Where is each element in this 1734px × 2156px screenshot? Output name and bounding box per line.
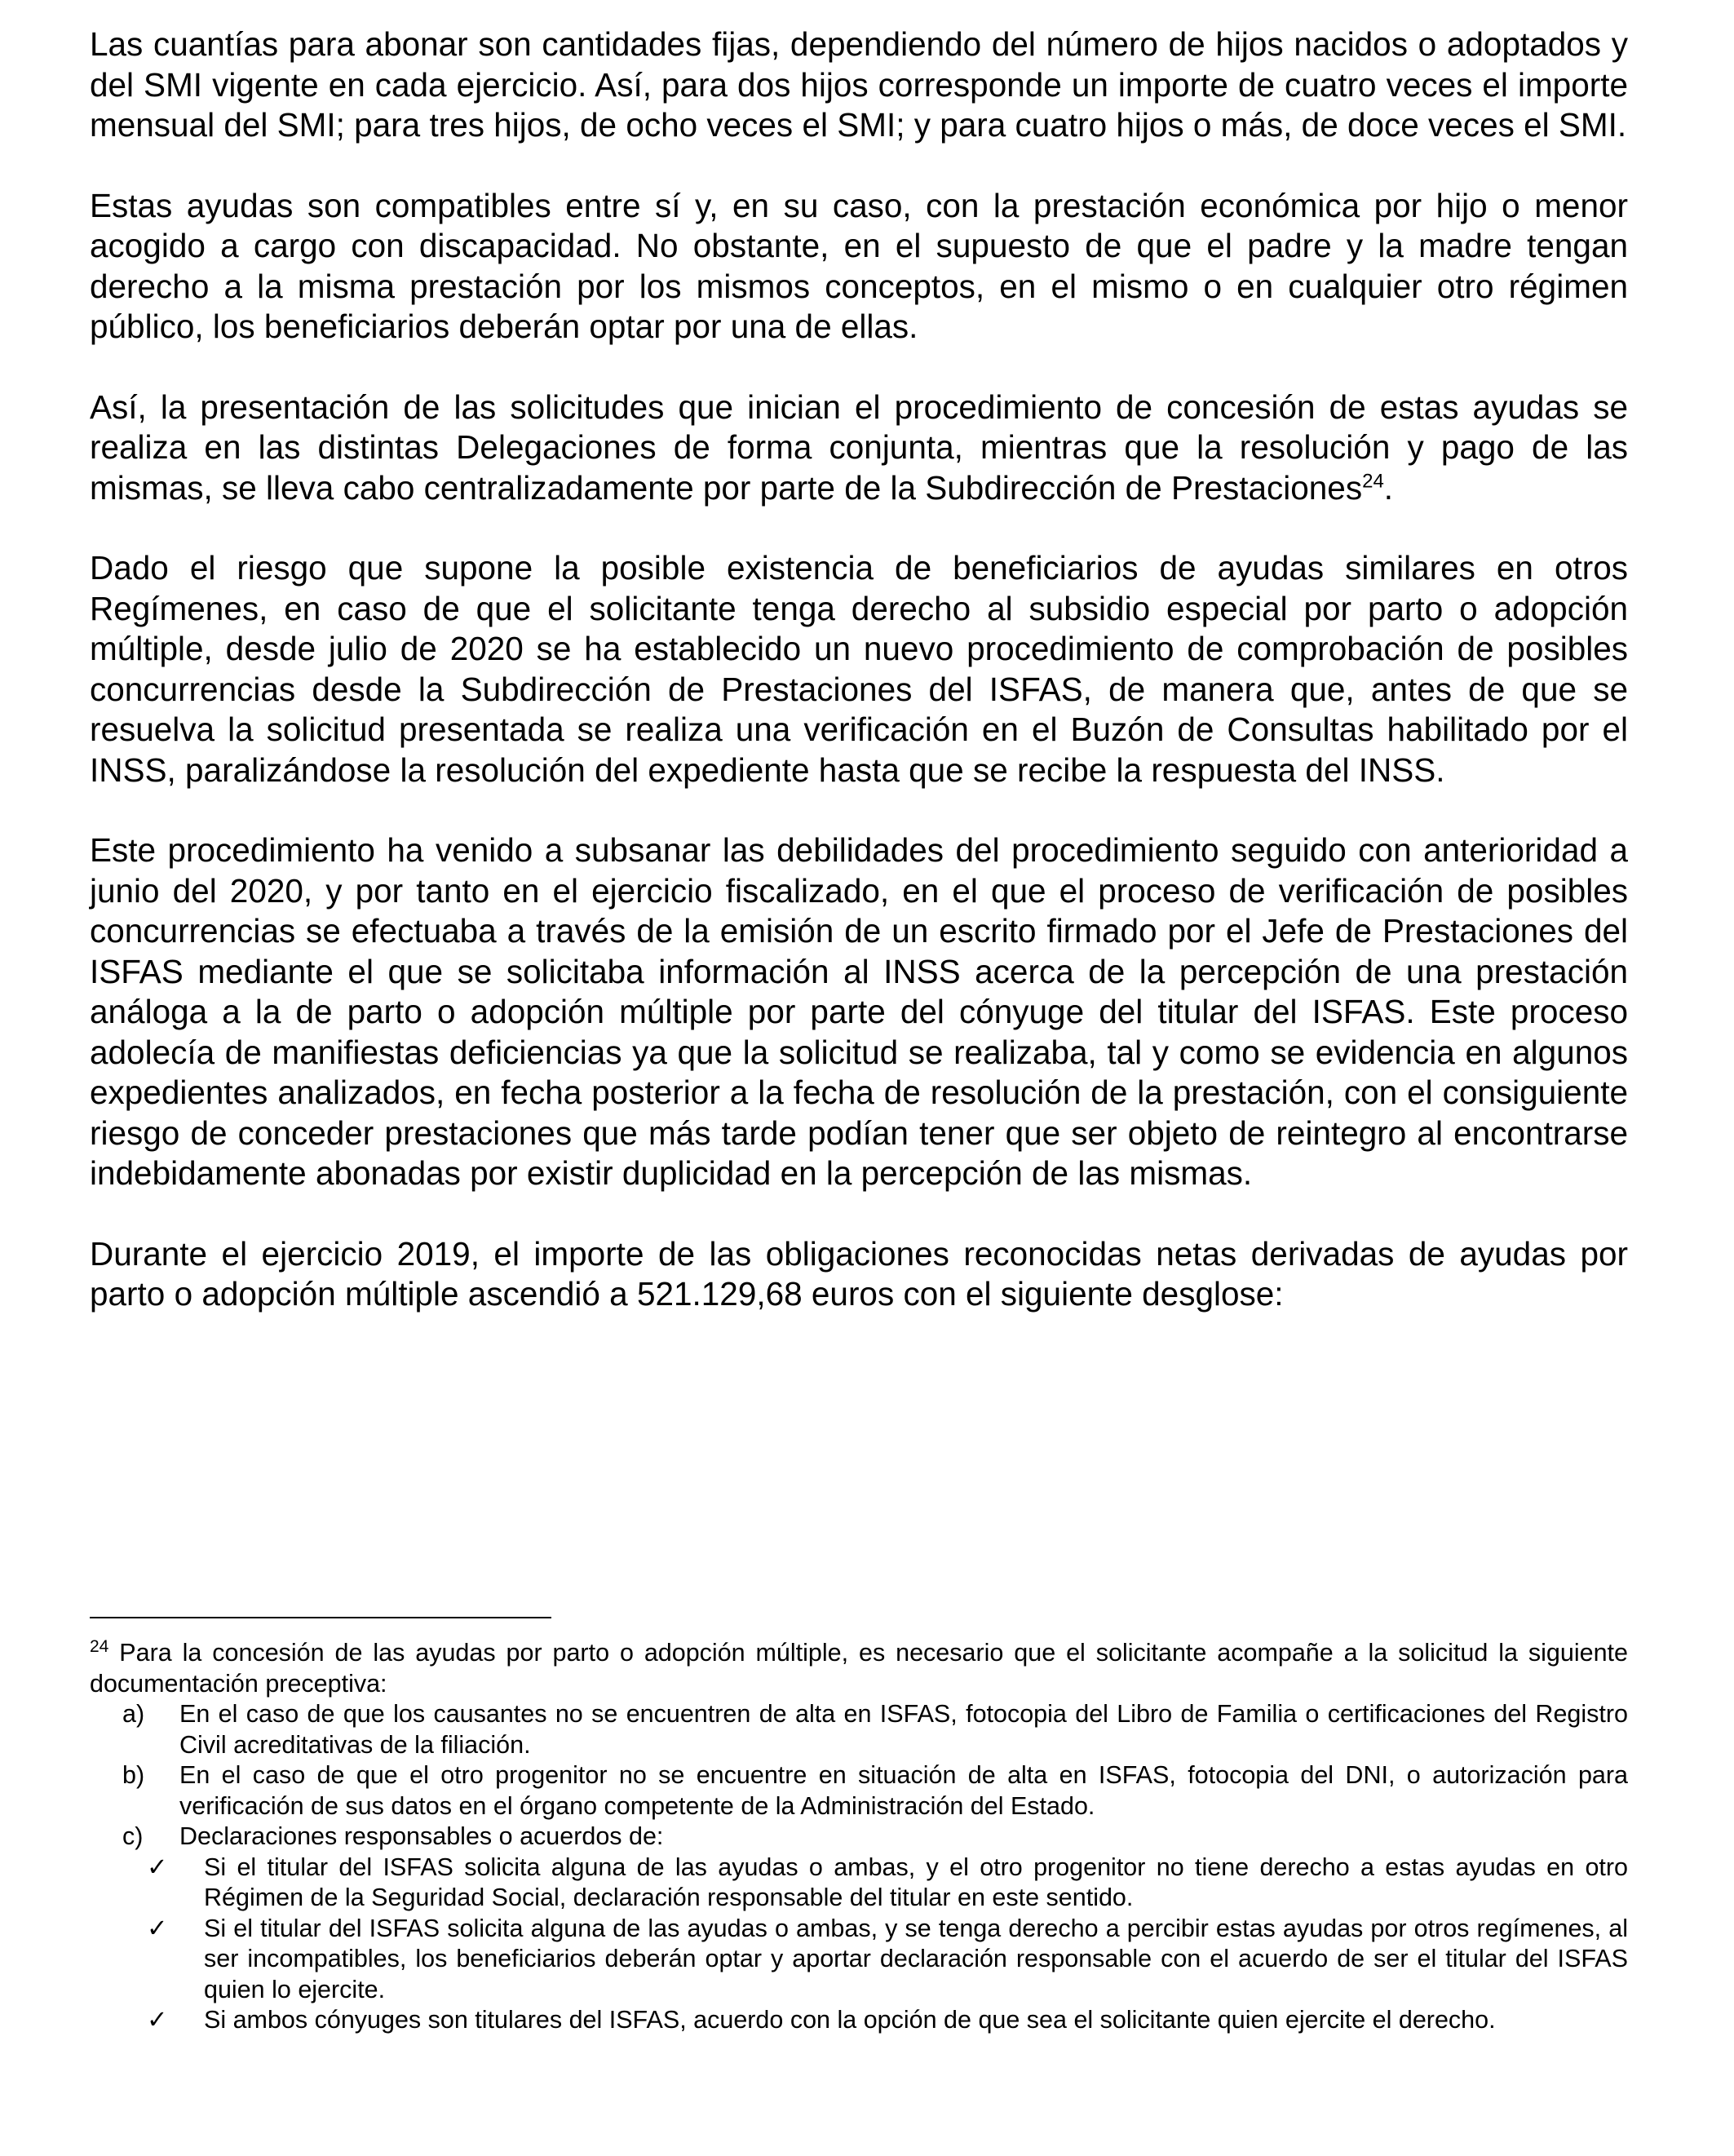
footnote-item-text: En el caso de que los causantes no se encuentren de alta en ISFAS, fotocopia del Libro de Familia o certificaciones del Registro Civil acreditativas de la filiación. (179, 1700, 1628, 1759)
footnote-item-text: Declaraciones responsables o acuerdos de: (179, 1822, 664, 1850)
paragraph-cuantias: Las cuantías para abonar son cantidades fijas, dependiendo del número de hijos nacidos o adoptados y del SMI vigente en cada ejercicio. Así, para dos hijos corresponde un importe de cuatro veces el importe mensual del SMI; para tres hijos, de ocho veces el SMI; y para cuatro hijos o más, de doce veces el SMI. (90, 25, 1628, 144)
checkmark-icon: ✓ (147, 1914, 168, 1942)
footnote-item-text: En el caso de que el otro progenitor no se encuentre en situación de alta en ISFAS, fotocopia del DNI, o autorización para verificación de sus datos en el órgano competente de la Administración del Estado. (179, 1761, 1628, 1820)
paragraph-presentacion-text: Así, la presentación de las solicitudes que inician el procedimiento de concesión de estas ayudas se realiza en las distintas Delegaciones de forma conjunta, mientras que la resolución y pago de las mismas, se lleva cabo centralizadamente por parte de la Subdirección de Prestaciones (90, 387, 1628, 507)
checklist-item (90, 1853, 1628, 1914)
footnote-item-marker: c) (122, 1822, 144, 1850)
footnote-intro (90, 1638, 1628, 1699)
footnote-list (90, 1699, 1628, 1853)
paragraph-compatibilidad: Estas ayudas son compatibles entre sí y, en su caso, con la prestación económica por hijo o menor acogido a cargo con discapacidad. No obstante, en el supuesto de que el padre y la madre tengan derecho a la misma prestación por los mismos conceptos, en el mismo o en cualquier otro régimen público, los beneficiarios deberán optar por una de ellas. (90, 186, 1628, 345)
paragraph-procedimiento: Este procedimiento ha venido a subsanar las debilidades del procedimiento seguido con anterioridad a junio del 2020, y por tanto en el ejercicio fiscalizado, en el que el proceso de verificación de posibles concurrencias se efectuaba a través de la emisión de un escrito firmado por el Jefe de Prestaciones del ISFAS mediante el que se solicitaba información al INSS acerca de la percepción de una prestación análoga a la de parto o adopción múltiple por parte del cónyuge del titular del ISFAS. Este proceso adolecía de manifiestas deficiencias ya que la solicitud se realizaba, tal y como se evidencia en algunos expedientes analizados, en fecha posterior a la fecha de resolución de la prestación, con el consiguiente riesgo de conceder prestaciones que más tarde podían tener que ser objeto de reintegro al encontrarse indebidamente abonadas por existir duplicidad en la percepción de las mismas. (90, 831, 1628, 1192)
checklist-item (90, 1914, 1628, 2006)
checklist-item-text: Si ambos cónyuges son titulares del ISFAS, acuerdo con la opción de que sea el solicitante quien ejercite el derecho. (204, 2006, 1496, 2034)
paragraph-riesgo: Dado el riesgo que supone la posible existencia de beneficiarios de ayudas similares en otros Regímenes, en caso de que el solicitante tenga derecho al subsidio especial por parto o adopción múltiple, desde julio de 2020 se ha establecido un nuevo procedimiento de comprobación de posibles concurrencias desde la Subdirección de Prestaciones del ISFAS, de manera que, antes de que se resuelva la solicitud presentada se realiza una verificación en el Buzón de Consultas habilitado por el INSS, paralizándose la resolución del expediente hasta que se recibe la respuesta del INSS. (90, 549, 1628, 789)
checklist-item-text: Si el titular del ISFAS solicita alguna de las ayudas o ambas, y se tenga derecho a percibir estas ayudas por otros regímenes, al ser incompatibles, los beneficiarios deberán optar y aportar declaración responsable con el acuerdo de ser el titular del ISFAS quien lo ejercite. (204, 1914, 1628, 2003)
footnote-item-marker: b) (122, 1761, 145, 1789)
paragraph-ejercicio-2019: Durante el ejercicio 2019, el importe de las obligaciones reconocidas netas derivadas de ayudas por parto o adopción múltiple ascendió a 521.129,68 euros con el siguiente desglose: (90, 1234, 1628, 1313)
paragraph-presentacion (90, 387, 1628, 509)
footnote-item (90, 1822, 1628, 1853)
footnote-reference[interactable]: 24 (1362, 470, 1384, 492)
footnote-item-marker: a) (122, 1700, 145, 1728)
checkmark-icon: ✓ (147, 2006, 168, 2034)
checklist-item-text: Si el titular del ISFAS solicita alguna de las ayudas o ambas, y el otro progenitor no tiene derecho a estas ayudas en otro Régimen de la Seguridad Social, declaración responsable del titular en este sentido. (204, 1853, 1628, 1911)
footnote-intro-text: Para la concesión de las ayudas por parto o adopción múltiple, es necesario que el solicitante acompañe a la solicitud la siguiente documentación preceptiva: (90, 1639, 1628, 1698)
footnote-item (90, 1760, 1628, 1822)
document-body (90, 24, 1628, 1355)
paragraph-presentacion-end: . (1383, 468, 1394, 507)
footnote-checklist (90, 1853, 1628, 2036)
footnote-separator (90, 1617, 551, 1618)
footnote (90, 1638, 1628, 2036)
checklist-item (90, 2005, 1628, 2036)
checkmark-icon: ✓ (147, 1853, 168, 1881)
footnote-number: 24 (90, 1636, 109, 1656)
footnote-item (90, 1699, 1628, 1760)
